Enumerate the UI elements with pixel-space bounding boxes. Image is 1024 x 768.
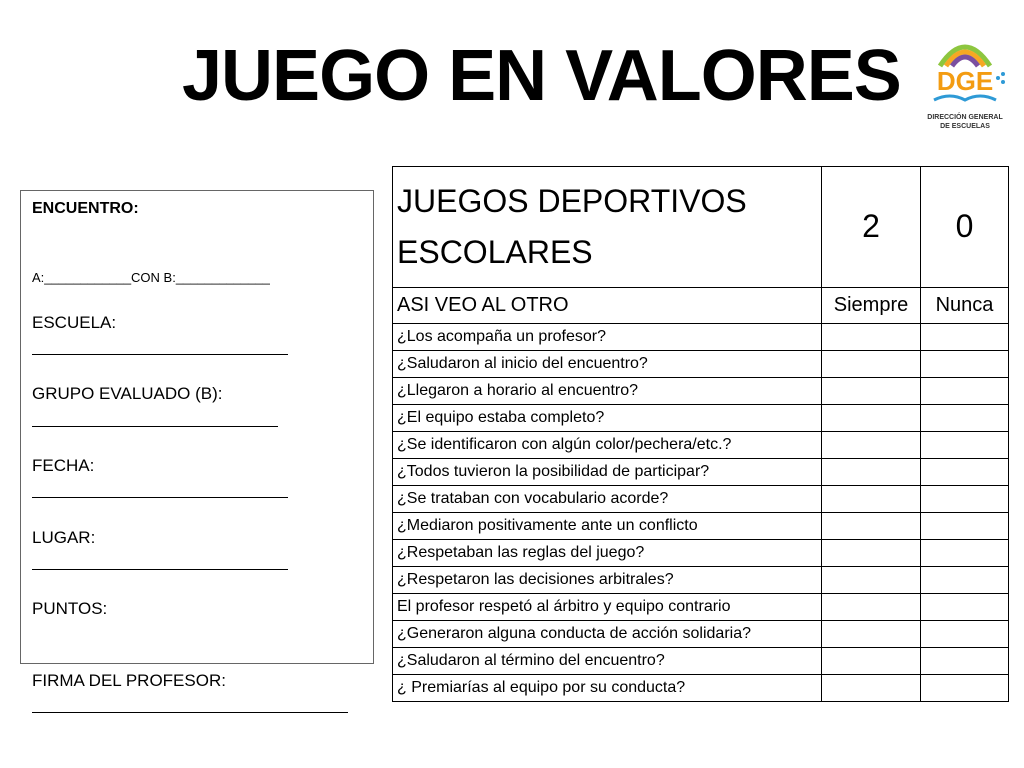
table-row <box>393 594 1009 621</box>
siempre-cell[interactable] <box>822 351 921 378</box>
nunca-cell[interactable] <box>921 324 1009 351</box>
nunca-cell[interactable] <box>921 675 1009 702</box>
nunca-cell[interactable] <box>921 513 1009 540</box>
escuela-label: ESCUELA: <box>32 313 117 332</box>
question-cell: ¿El equipo estaba completo? <box>393 405 822 432</box>
siempre-cell[interactable] <box>822 675 921 702</box>
table-row <box>393 675 1009 702</box>
firma-label: FIRMA DEL PROFESOR: <box>32 671 226 690</box>
nunca-cell[interactable] <box>921 540 1009 567</box>
evaluation-table <box>392 166 1009 702</box>
siempre-cell[interactable] <box>822 540 921 567</box>
nunca-cell[interactable] <box>921 594 1009 621</box>
grupo-label: GRUPO EVALUADO (B): <box>32 384 223 403</box>
question-cell: ¿Generaron alguna conducta de acción solidaria? <box>393 621 822 648</box>
fecha-field[interactable] <box>32 497 288 498</box>
question-cell: ¿Todos tuvieron la posibilidad de participar? <box>393 459 822 486</box>
table-row <box>393 648 1009 675</box>
nunca-cell[interactable] <box>921 378 1009 405</box>
question-cell: ¿Respetaron las decisiones arbitrales? <box>393 567 822 594</box>
table-row <box>393 621 1009 648</box>
nunca-cell[interactable] <box>921 621 1009 648</box>
siempre-cell[interactable] <box>822 486 921 513</box>
siempre-cell[interactable] <box>822 459 921 486</box>
question-cell: ¿Mediaron positivamente ante un conflicto <box>393 513 822 540</box>
subheader-label: ASI VEO AL OTRO <box>393 288 822 324</box>
nunca-cell[interactable] <box>921 567 1009 594</box>
fecha-label: FECHA: <box>32 456 95 475</box>
table-row <box>393 486 1009 513</box>
header-value-0: 0 <box>921 167 1009 288</box>
question-cell: ¿Los acompaña un profesor? <box>393 324 822 351</box>
question-cell: ¿Saludaron al inicio del encuentro? <box>393 351 822 378</box>
logo-caption-2: DE ESCUELAS <box>940 123 990 130</box>
logo-text: DGE <box>936 66 994 96</box>
siempre-cell[interactable] <box>822 594 921 621</box>
table-title: JUEGOS DEPORTIVOS ESCOLARES <box>393 167 822 288</box>
match-info-box <box>20 190 374 664</box>
dge-logo <box>910 32 1020 142</box>
siempre-cell[interactable] <box>822 648 921 675</box>
siempre-cell[interactable] <box>822 378 921 405</box>
siempre-cell[interactable] <box>822 567 921 594</box>
teams-field[interactable]: A:____________CON B:_____________ <box>32 270 270 285</box>
nunca-cell[interactable] <box>921 459 1009 486</box>
siempre-cell[interactable] <box>822 432 921 459</box>
siempre-cell[interactable] <box>822 324 921 351</box>
question-cell: El profesor respetó al árbitro y equipo contrario <box>393 594 822 621</box>
siempre-cell[interactable] <box>822 513 921 540</box>
question-cell: ¿Respetaban las reglas del juego? <box>393 540 822 567</box>
lugar-field[interactable] <box>32 569 288 570</box>
escuela-field[interactable] <box>32 354 288 355</box>
nunca-cell[interactable] <box>921 405 1009 432</box>
table-row <box>393 432 1009 459</box>
nunca-cell[interactable] <box>921 648 1009 675</box>
header-value-2: 2 <box>822 167 921 288</box>
nunca-cell[interactable] <box>921 432 1009 459</box>
dge-emblem-icon <box>910 32 1020 112</box>
firma-field[interactable] <box>32 712 348 713</box>
question-cell: ¿Se trataban con vocabulario acorde? <box>393 486 822 513</box>
table-row <box>393 405 1009 432</box>
table-row <box>393 378 1009 405</box>
page-title: JUEGO EN VALORES <box>182 36 901 116</box>
table-row <box>393 459 1009 486</box>
table-row <box>393 351 1009 378</box>
column-nunca: Nunca <box>921 288 1009 324</box>
nunca-cell[interactable] <box>921 486 1009 513</box>
question-cell: ¿Se identificaron con algún color/pechera/etc.? <box>393 432 822 459</box>
nunca-cell[interactable] <box>921 351 1009 378</box>
column-siempre: Siempre <box>822 288 921 324</box>
puntos-label: PUNTOS: <box>32 599 108 618</box>
table-row <box>393 567 1009 594</box>
encuentro-label: ENCUENTRO: <box>32 200 139 217</box>
table-subheader-row <box>393 288 1009 324</box>
question-cell: ¿ Premiarías al equipo por su conducta? <box>393 675 822 702</box>
table-header-row <box>393 167 1009 288</box>
grupo-field[interactable] <box>32 426 278 427</box>
table-row <box>393 540 1009 567</box>
question-cell: ¿Llegaron a horario al encuentro? <box>393 378 822 405</box>
siempre-cell[interactable] <box>822 621 921 648</box>
question-cell: ¿Saludaron al término del encuentro? <box>393 648 822 675</box>
logo-caption-1: DIRECCIÓN GENERAL <box>927 114 1003 121</box>
lugar-label: LUGAR: <box>32 528 96 547</box>
table-row <box>393 324 1009 351</box>
table-row <box>393 513 1009 540</box>
siempre-cell[interactable] <box>822 405 921 432</box>
